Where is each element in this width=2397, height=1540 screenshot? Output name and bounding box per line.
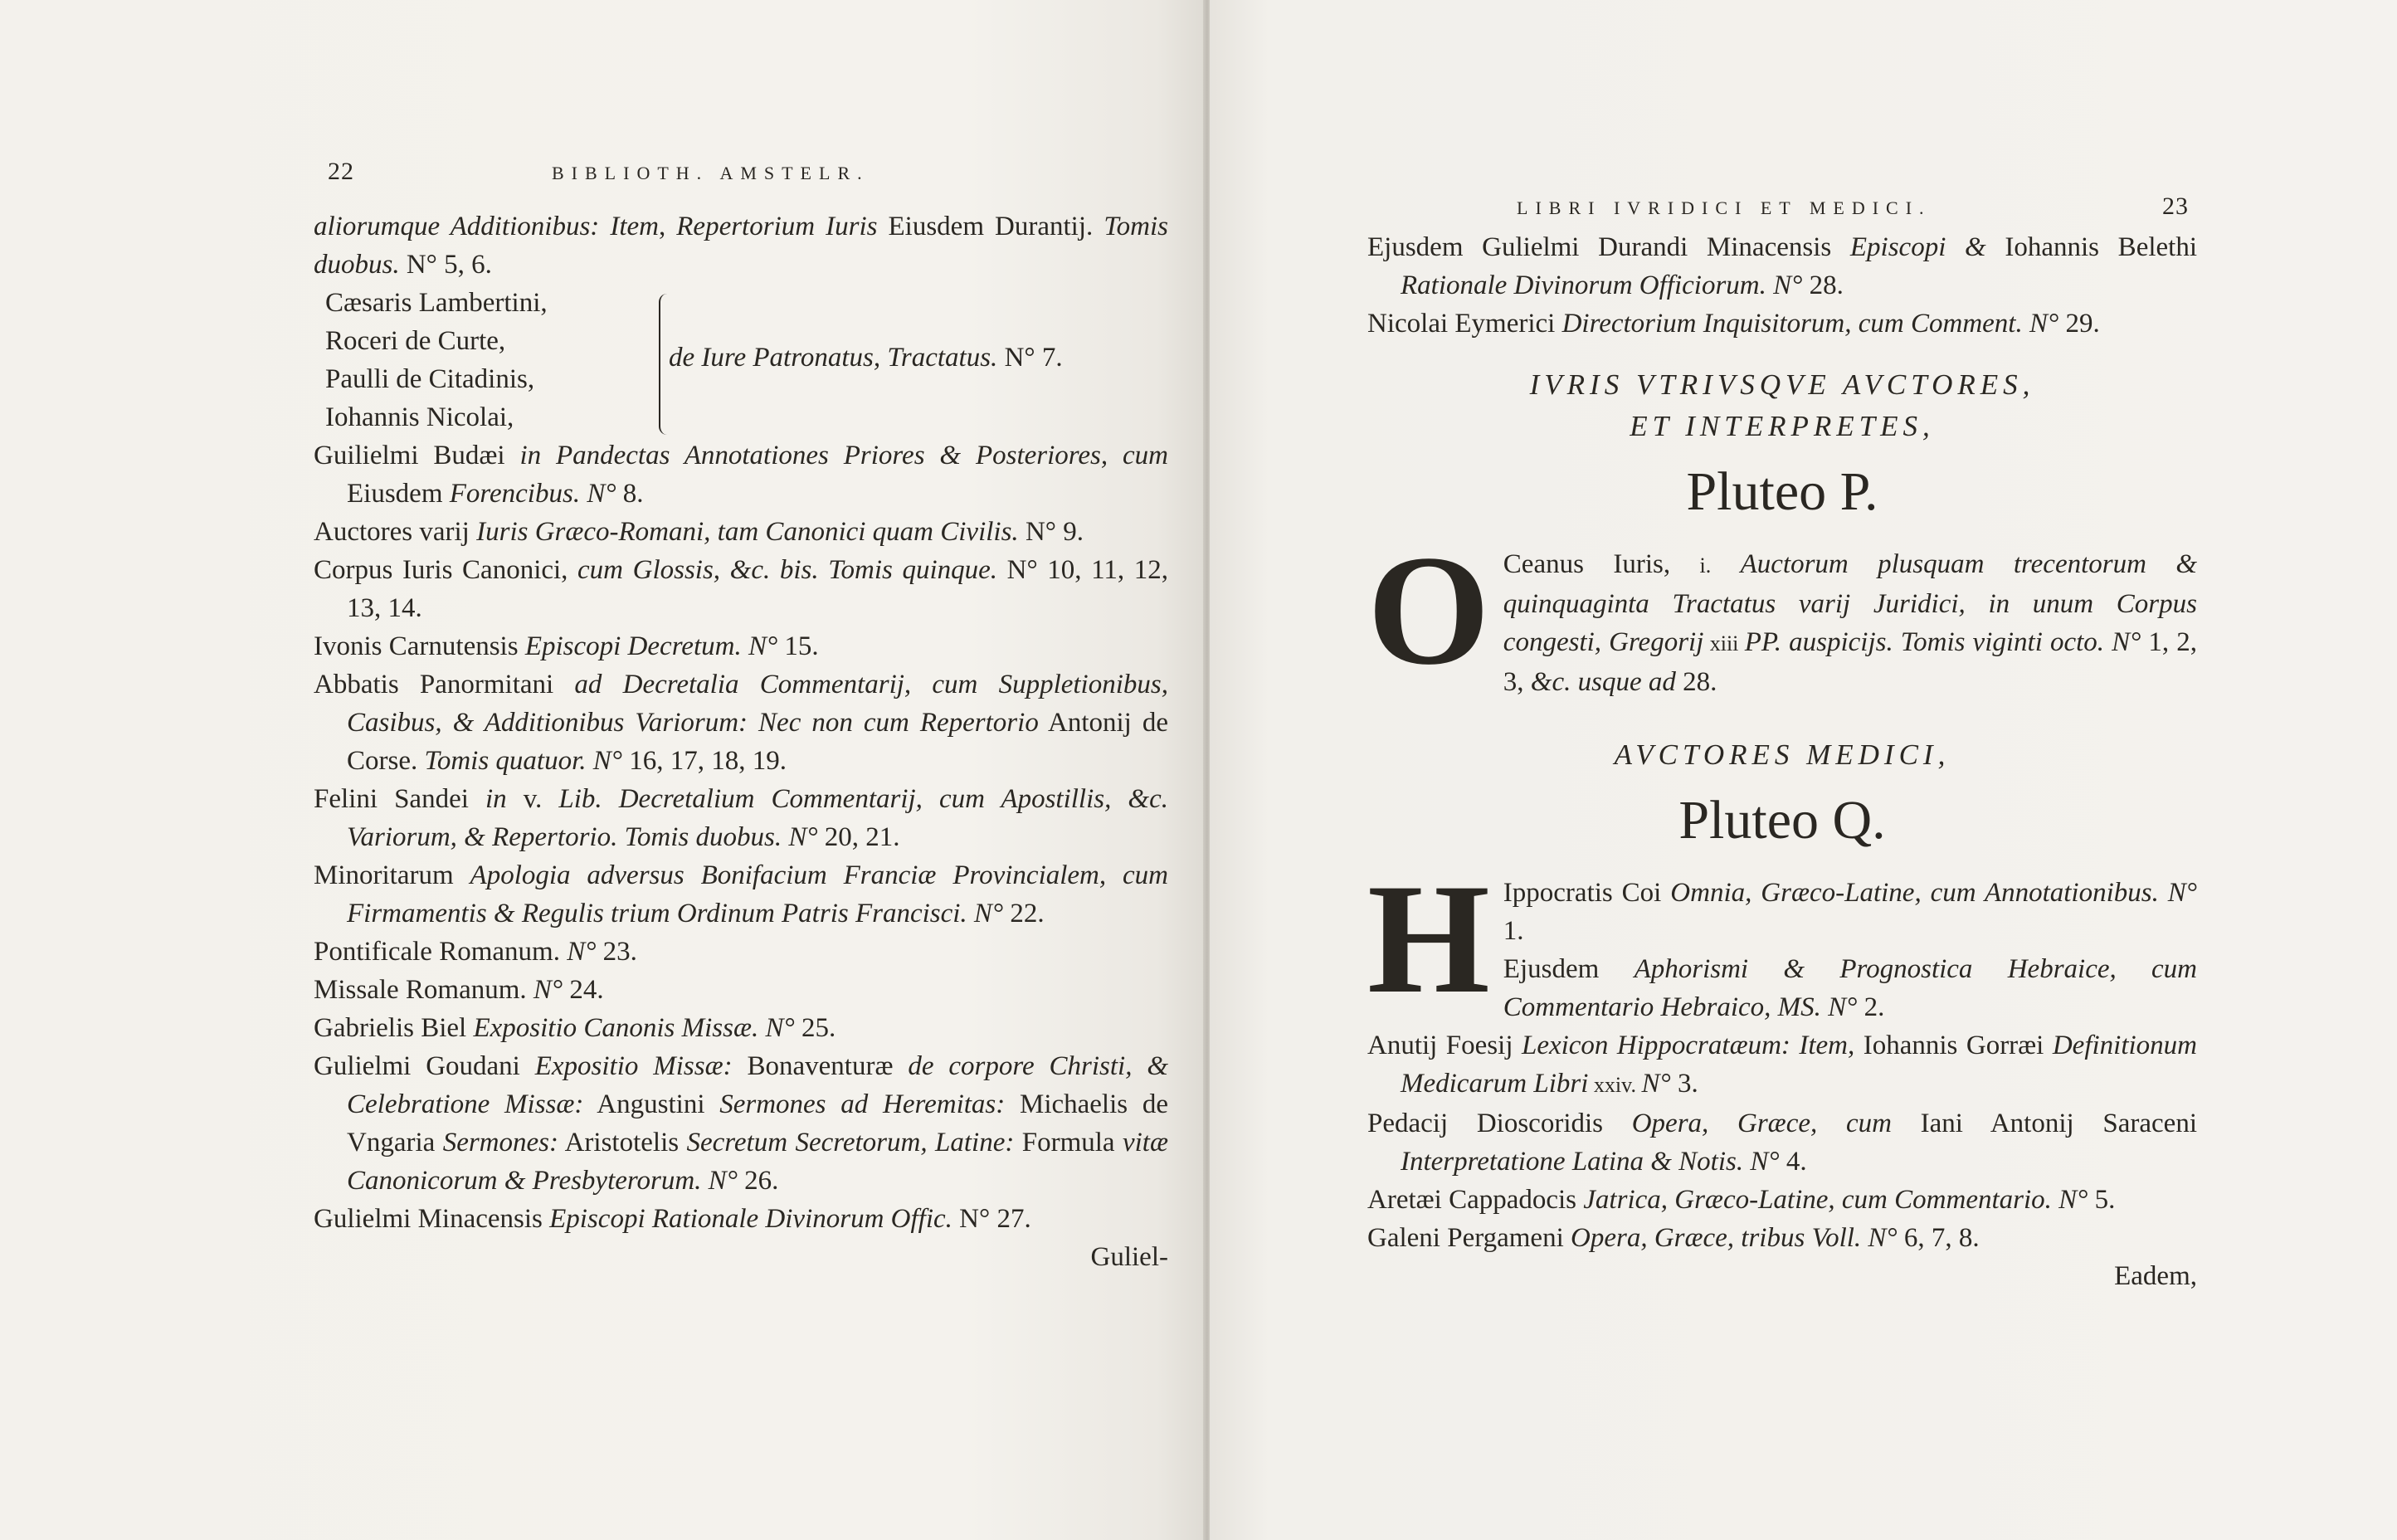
catalog-entry [314, 780, 1168, 856]
text-run: Opera, Græce, tribus Voll. N° [1571, 1223, 1898, 1253]
text-run: 23. [596, 937, 637, 967]
text-run: Pedacij Dioscoridis [1367, 1109, 1632, 1138]
text-run: Episcopi Decretum. N° [524, 631, 778, 661]
text-run: Formula [1014, 1128, 1123, 1157]
page-number: 22 [328, 158, 354, 185]
catalog-entry [1367, 305, 2197, 343]
text-run: 16, 17, 18, 19. [621, 746, 787, 776]
running-head: BIBLIOTH. AMSTELR. [552, 163, 870, 183]
shelf-heading: Pluteo P. [1686, 461, 1878, 522]
dropcap-entry [1367, 852, 2198, 1026]
text-run: Antonij de Corse. [347, 708, 1168, 776]
catalog-entry [1367, 228, 2197, 305]
text-run: Episcopi & [1849, 232, 1986, 262]
right-page [1210, 0, 2397, 1540]
text-run: de Iure Patronatus, Tractatus. [669, 343, 1005, 373]
text-run: Ejusdem [1503, 954, 1635, 984]
right-column [1367, 228, 2197, 1295]
text-run: 26. [737, 1166, 779, 1196]
text-run: 25. [794, 1013, 836, 1043]
text-run: 24. [563, 975, 604, 1005]
catalog-entry [314, 665, 1168, 780]
catalog-entry [314, 207, 1168, 284]
text-run: , [658, 212, 677, 241]
text-run: Forencibus. N° [449, 479, 616, 509]
text-run: Episcopi Rationale Divinorum Offic. [549, 1204, 952, 1234]
text-run: v. [506, 784, 559, 814]
text-run: 15. [777, 631, 819, 661]
text-run: Iohannis Belethi [1985, 232, 2197, 262]
catalog-entry [314, 1200, 1168, 1238]
catalog-entry [1367, 1181, 2197, 1219]
text-run: Omnia, Græco-Latine, cum Annotationibus. N° [1670, 878, 2197, 908]
text-run: &c. usque ad [1530, 667, 1676, 697]
catalog-entry [314, 551, 1168, 627]
text-run: Bonaventuræ [732, 1051, 909, 1081]
catalog-entry [314, 856, 1168, 933]
text-run: vitæ Canonicorum & Presbyterorum. N° [347, 1128, 1168, 1196]
text-run: Pontificale Romanum. [314, 937, 568, 967]
text-run: 6, 7, 8. [1897, 1223, 1980, 1253]
text-run: Auctorum plusquam trecentorum & quinquaginta Tractatus varij Juridici, in unum Corpus congesti, Gregorij [1503, 549, 2197, 657]
text-run: Missale Romanum. [314, 975, 533, 1005]
text-run: Item [610, 212, 659, 241]
text-run: Aristotelis [558, 1128, 687, 1157]
text-run: 2. [1857, 992, 1885, 1022]
text-run: Tomis duobus. [314, 212, 1168, 280]
section-heading: AVCTORES MEDICI, [1614, 738, 1951, 771]
drop-capital: O [1367, 524, 1490, 698]
text-run: Eiusdem Durantij. [877, 212, 1104, 241]
text-run: cum Glossis, &c. bis. Tomis quinque. [577, 555, 998, 585]
text-run: Interpretatione Latina & Notis. N° [1401, 1147, 1780, 1177]
text-run: N° 5, 6. [406, 250, 492, 280]
catalog-entry [1367, 1104, 2197, 1181]
text-run: Felini Sandei [314, 784, 485, 814]
shelf-heading: Pluteo Q. [1678, 790, 1886, 850]
text-run: Tomis quatuor. N° [424, 746, 622, 776]
text-run: 5. [2088, 1185, 2116, 1215]
text-run: N° 7. [1004, 343, 1063, 373]
text-run: Aphorismi & Prognostica Hebraice, cum Commentario Hebraico, MS. N° [1503, 954, 2198, 1022]
text-run: Iohannis Gorræi [1854, 1031, 2053, 1060]
section-heading: IVRIS VTRIVSQVE AVCTORES, [1529, 368, 2035, 401]
author-name: Cæsaris Lambertini, [325, 288, 548, 318]
text-run: Guilielmi Budæi [314, 441, 520, 470]
text-run: Expositio Missæ: [534, 1051, 733, 1081]
text-run: in Pandectas Annotationes Priores & Posteriores, cum [519, 441, 1168, 470]
author-name: Iohannis Nicolai, [325, 402, 514, 432]
group-title [669, 339, 1063, 377]
text-run: Lexicon Hippocratæum: Item, [1521, 1031, 1855, 1060]
text-run: Gulielmi Goudani [314, 1051, 535, 1081]
text-run: Sermones ad Heremitas: [719, 1089, 1006, 1119]
text-run: Rationale Divinorum Officiorum. N° [1401, 270, 1803, 300]
text-run: Michaelis de Vngaria [347, 1089, 1168, 1157]
text-run: Ceanus Iuris, [1503, 549, 1700, 579]
text-run: N° [567, 937, 597, 967]
text-run: 28. [1802, 270, 1844, 300]
text-run: 28. [1675, 667, 1717, 697]
text-run: Secretum Secretorum, Latine: [686, 1128, 1015, 1157]
text-run: Angustini [583, 1089, 720, 1119]
drop-capital: H [1367, 852, 1490, 1026]
catchword: Eadem, [2114, 1261, 2197, 1291]
text-run: ad Decretalia Commentarij, cum Suppletionibus, Casibus, & Additionibus Variorum: Nec non cum Repertorio [347, 670, 1168, 738]
section-heading: ET INTERPRETES, [1630, 410, 1935, 442]
text-run: Iani Antonij Saraceni [1891, 1109, 2197, 1138]
catalog-entry [314, 1047, 1168, 1200]
text-run: in [485, 784, 507, 814]
text-run: 1. [1503, 916, 1524, 946]
text-run: N° 27. [952, 1204, 1031, 1234]
text-run [1711, 549, 1740, 579]
text-run: i. [1699, 553, 1712, 578]
text-run: Auctores varij [314, 517, 477, 547]
running-head: LIBRI IVRIDICI ET MEDICI. [1517, 197, 1932, 218]
catalog-entry [1367, 1219, 2197, 1257]
text-run: 1, 2, 3, [1503, 627, 2197, 697]
catalog-entry [314, 513, 1168, 551]
text-run: Corpus Iuris Canonici, [314, 555, 578, 585]
text-run: Apologia adversus Bonifacium Franciæ Provincialem, cum Firmamentis & Regulis trium Ordinum Patris Francisci. N° [347, 860, 1168, 928]
text-run: Definitionum Medicarum Libri [1401, 1031, 2197, 1099]
catalog-entry [314, 971, 1168, 1009]
catalog-entry [314, 1009, 1168, 1047]
author-name: Paulli de Citadinis, [325, 364, 535, 394]
text-run: xiii [1703, 631, 1745, 655]
text-run: 22. [1003, 899, 1045, 928]
text-run: Lib. Decretalium Commentarij, cum Apostillis, &c. Variorum, & Repertorio. Tomis duobus. N° [347, 784, 1168, 852]
text-run: Ejusdem Gulielmi Durandi Minacensis [1367, 232, 1850, 262]
page-number: 23 [2162, 192, 2189, 220]
text-run: Repertorium Iuris [676, 212, 878, 241]
catchword: Guliel- [1090, 1242, 1168, 1272]
text-run: PP. auspicijs. Tomis viginti octo. N° [1744, 627, 2141, 657]
left-column [314, 207, 1168, 1276]
text-run: 20, 21. [817, 822, 900, 852]
text-run: 29. [2058, 309, 2100, 339]
text-run: N° 9. [1018, 517, 1084, 547]
text-run: Expositio Canonis Missæ. N° [473, 1013, 795, 1043]
text-run: Iuris Græco-Romani, tam Canonici quam Civilis. [476, 517, 1019, 547]
text-run: Galeni Pergameni [1367, 1223, 1571, 1253]
text-run: de corpore Christi, & Celebratione Missæ: [347, 1051, 1168, 1119]
text-run: xxiv. [1588, 1073, 1642, 1097]
text-run: Anutij Foesij [1367, 1031, 1522, 1060]
author-name: Roceri de Curte, [325, 326, 506, 356]
catalog-entry [314, 627, 1168, 665]
text-run: N° [533, 975, 563, 1005]
text-run: 8. [616, 479, 644, 509]
text-run: Jatrica, Græco-Latine, cum Commentario. N° [1583, 1185, 2088, 1215]
text-run: Gulielmi Minacensis [314, 1204, 550, 1234]
spacer [1367, 343, 2197, 364]
text-run: Abbatis Panormitani [314, 670, 575, 699]
text-run: Minoritarum [314, 860, 470, 890]
text-run: Nicolai Eymerici [1367, 309, 1562, 339]
dropcap-entry [1367, 524, 2197, 701]
text-run: Opera, Græce, cum [1631, 1109, 1892, 1138]
text-run: Aretæi Cappadocis [1367, 1185, 1584, 1215]
text-run: N° 10, 11, 12, 13, 14. [347, 555, 1168, 623]
text-run: 4. [1779, 1147, 1807, 1177]
text-run: Sermones: [442, 1128, 558, 1157]
catalog-entry [314, 933, 1168, 971]
text-run: 3. [1670, 1069, 1698, 1099]
spacer [1367, 701, 2197, 734]
text-run: Directorium Inquisitorum, cum Comment. N° [1561, 309, 2059, 339]
text-run: Eiusdem [347, 479, 450, 509]
text-run: Ippocratis Coi [1503, 878, 1671, 908]
text-run: Gabrielis Biel [314, 1013, 474, 1043]
catalog-entry [314, 436, 1168, 513]
text-run: N° [1641, 1069, 1671, 1099]
catalog-entry [1367, 1026, 2197, 1104]
bracket-group [314, 284, 1168, 436]
text-run: Ivonis Carnutensis [314, 631, 525, 661]
text-run: aliorumque Additionibus: [314, 212, 611, 241]
